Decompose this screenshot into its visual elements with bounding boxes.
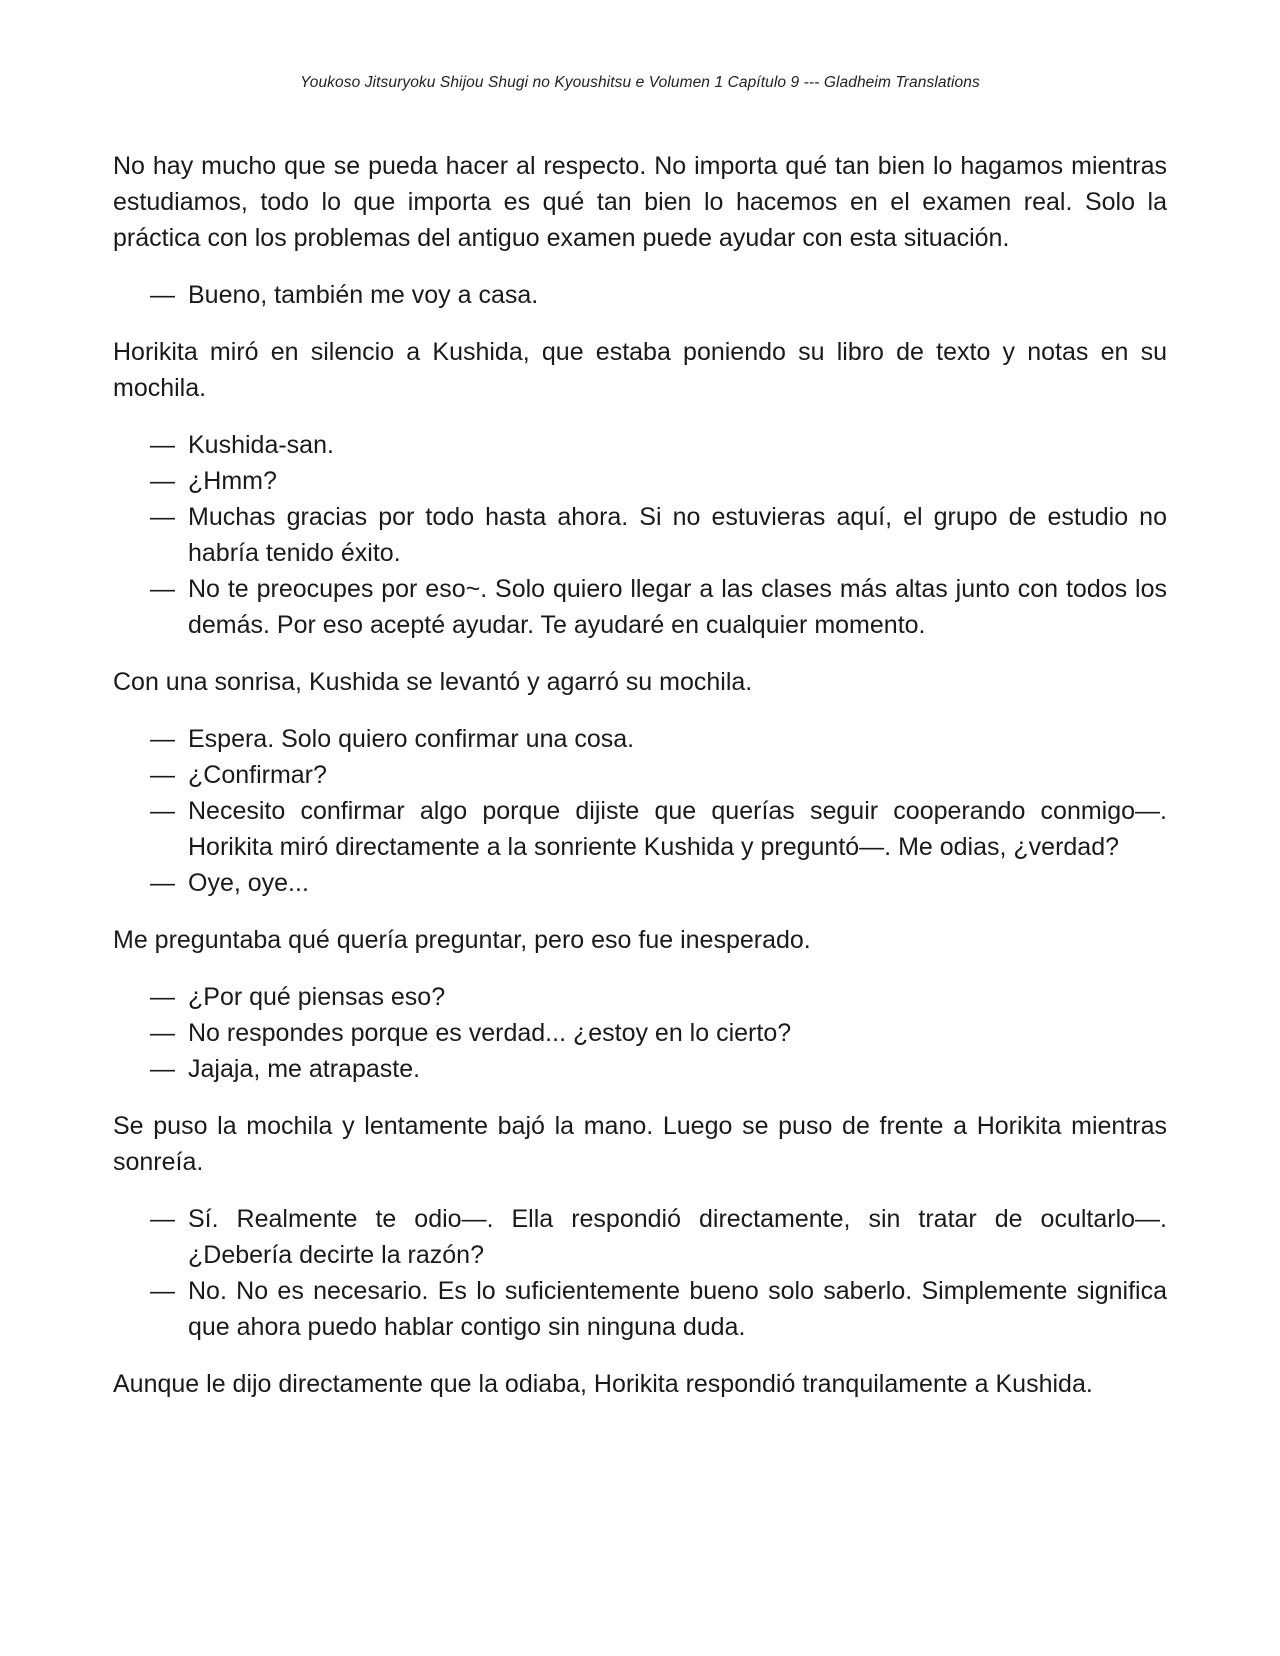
em-dash-marker: — — [150, 725, 175, 753]
narration-paragraph: Horikita miró en silencio a Kushida, que estaba poniendo su libro de texto y notas en su mochila. — [113, 338, 1167, 402]
em-dash-marker: — — [150, 761, 175, 789]
dialogue-text: No. No es necesario. Es lo suficientemente bueno solo saberlo. Simplemente significa que ahora puedo hablar contigo sin ninguna duda. — [188, 1277, 1167, 1341]
dialogue-line — [113, 1201, 1167, 1273]
dialogue-line — [113, 571, 1167, 643]
dialogue-line — [113, 865, 1167, 901]
narration-paragraph: No hay mucho que se pueda hacer al respecto. No importa qué tan bien lo hagamos mientras estudiamos, todo lo que importa es qué tan bien lo hacemos en el examen real. Solo la práctica con los problemas del antiguo examen puede ayudar con esta situación. — [113, 152, 1167, 252]
dialogue-text: Espera. Solo quiero confirmar una cosa. — [188, 725, 635, 753]
em-dash-marker: — — [150, 281, 175, 309]
dialogue-text: Oye, oye... — [188, 869, 309, 897]
dialogue-line — [113, 1273, 1167, 1345]
running-header: Youkoso Jitsuryoku Shijou Shugi no Kyoushitsu e Volumen 1 Capítulo 9 --- Gladheim Translations — [300, 74, 980, 91]
dialogue-line — [113, 463, 1167, 499]
dialogue-line — [113, 721, 1167, 757]
em-dash-marker: — — [150, 467, 175, 495]
em-dash-marker: — — [150, 1205, 175, 1233]
em-dash-marker: — — [150, 797, 175, 825]
em-dash-marker: — — [150, 1277, 175, 1305]
dialogue-text: ¿Confirmar? — [188, 761, 327, 789]
narration-paragraph: Me preguntaba qué quería preguntar, pero eso fue inesperado. — [113, 926, 811, 954]
dialogue-line — [113, 427, 1167, 463]
dialogue-block — [113, 721, 1167, 901]
dialogue-text: Kushida-san. — [188, 431, 334, 459]
dialogue-text: Muchas gracias por todo hasta ahora. Si no estuvieras aquí, el grupo de estudio no habría tenido éxito. — [188, 503, 1167, 567]
dialogue-line — [113, 1051, 1167, 1087]
dialogue-block — [113, 277, 1167, 313]
em-dash-marker: — — [150, 503, 175, 531]
dialogue-line — [113, 499, 1167, 571]
narration-paragraph: Aunque le dijo directamente que la odiaba, Horikita respondió tranquilamente a Kushida. — [113, 1370, 1093, 1398]
dialogue-line — [113, 757, 1167, 793]
dialogue-line — [113, 979, 1167, 1015]
dialogue-text: Jajaja, me atrapaste. — [188, 1055, 421, 1083]
em-dash-marker: — — [150, 1055, 175, 1083]
dialogue-line — [113, 1015, 1167, 1051]
dialogue-block — [113, 1201, 1167, 1345]
page-body — [113, 148, 1167, 1423]
em-dash-marker: — — [150, 869, 175, 897]
dialogue-block — [113, 979, 1167, 1087]
em-dash-marker: — — [150, 575, 175, 603]
em-dash-marker: — — [150, 431, 175, 459]
dialogue-text: Bueno, también me voy a casa. — [188, 281, 539, 309]
dialogue-text: No te preocupes por eso~. Solo quiero llegar a las clases más altas junto con todos los demás. Por eso acepté ayudar. Te ayudaré en cualquier momento. — [188, 575, 1167, 639]
dialogue-block — [113, 427, 1167, 643]
dialogue-line — [113, 277, 1167, 313]
dialogue-text: ¿Hmm? — [188, 467, 277, 495]
dialogue-text: Necesito confirmar algo porque dijiste que querías seguir cooperando conmigo—. Horikita miró directamente a la sonriente Kushida y preguntó—. Me odias, ¿verdad? — [188, 797, 1167, 861]
narration-paragraph: Se puso la mochila y lentamente bajó la mano. Luego se puso de frente a Horikita mientras sonreía. — [113, 1112, 1167, 1176]
em-dash-marker: — — [150, 1019, 175, 1047]
em-dash-marker: — — [150, 983, 175, 1011]
narration-paragraph: Con una sonrisa, Kushida se levantó y agarró su mochila. — [113, 668, 753, 696]
dialogue-text: Sí. Realmente te odio—. Ella respondió directamente, sin tratar de ocultarlo—. ¿Debería decirte la razón? — [188, 1205, 1167, 1269]
dialogue-text: No respondes porque es verdad... ¿estoy en lo cierto? — [188, 1019, 792, 1047]
dialogue-line — [113, 793, 1167, 865]
dialogue-text: ¿Por qué piensas eso? — [188, 983, 446, 1011]
